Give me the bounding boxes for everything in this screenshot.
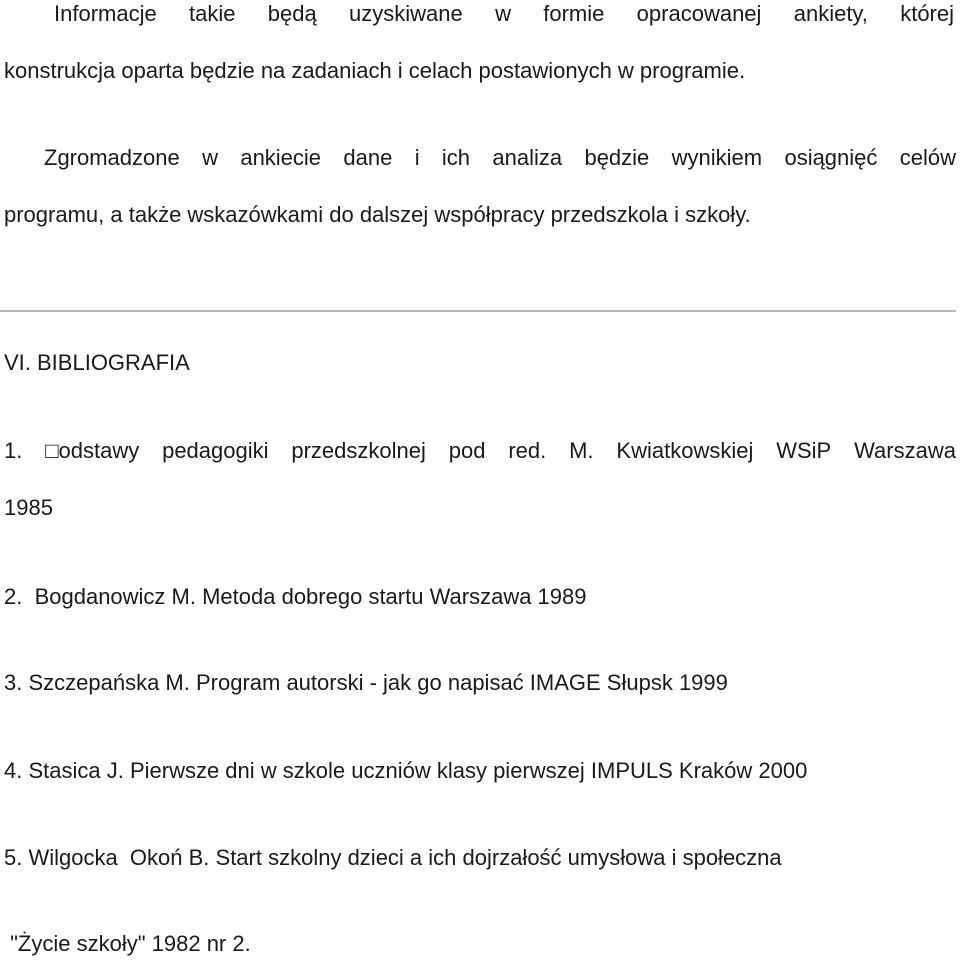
paragraph-2-line-2: programu, a także wskazówkami do dalszej współpracy przedszkola i szkoły. [4,202,751,227]
word: formie [543,1,605,26]
bibliography-item-1-line-2: 1985 [4,495,53,520]
word: Zgromadzone [44,145,180,170]
section-divider [0,310,956,312]
bibliography-item-4: 4. Stasica J. Pierwsze dni w szkole uczniów klasy pierwszej IMPULS Kraków 2000 [4,758,808,783]
word: analiza [492,145,563,170]
paragraph-1-line-2: konstrukcja oparta będzie na zadaniach i celach postawionych w programie. [4,58,746,83]
bibliography-item-5-line-1: 5. Wilgocka Okoń B. Start szkolny dzieci a ich dojrzałość umysłowa i społeczna [4,845,782,870]
bibliography-item-3: 3. Szczepańska M. Program autorski - jak go napisać IMAGE Słupsk 1999 [4,670,728,695]
word: której [900,1,954,26]
word: celów [899,145,956,170]
word: Warszawa [854,438,956,463]
word: i [414,145,420,170]
word: M. [569,438,594,463]
word: pod [448,438,486,463]
word: pedagogiki [162,438,269,463]
paragraph-1-line-1 [54,0,954,28]
word: Informacje [54,1,157,26]
word: opracowanej [636,1,762,26]
word: w [495,1,511,26]
word: 1. [4,438,23,463]
word: uzyskiwane [349,1,463,26]
word: takie [189,1,236,26]
bibliography-item-2: 2. Bogdanowicz M. Metoda dobrego startu Warszawa 1989 [4,584,587,609]
word: ankiety, [793,1,868,26]
bibliography-item-5-line-2: "Życie szkoły" 1982 nr 2. [4,931,251,956]
word: Kwiatkowskiej [616,438,754,463]
word: będzie [584,145,650,170]
bibliography-item-1-line-1 [4,437,956,465]
word: osiągnięć [784,145,878,170]
word: WSiP [776,438,832,463]
word: red. [508,438,547,463]
word: w [202,145,218,170]
paragraph-2-line-1 [44,144,956,172]
word: przedszkolnej [291,438,426,463]
word: ich [441,145,471,170]
section-title: VI. BIBLIOGRAFIA [4,350,190,375]
word: będą [267,1,317,26]
word: wynikiem [671,145,763,170]
word: dane [343,145,393,170]
word: ankiecie [240,145,322,170]
word: □odstawy [45,438,140,463]
